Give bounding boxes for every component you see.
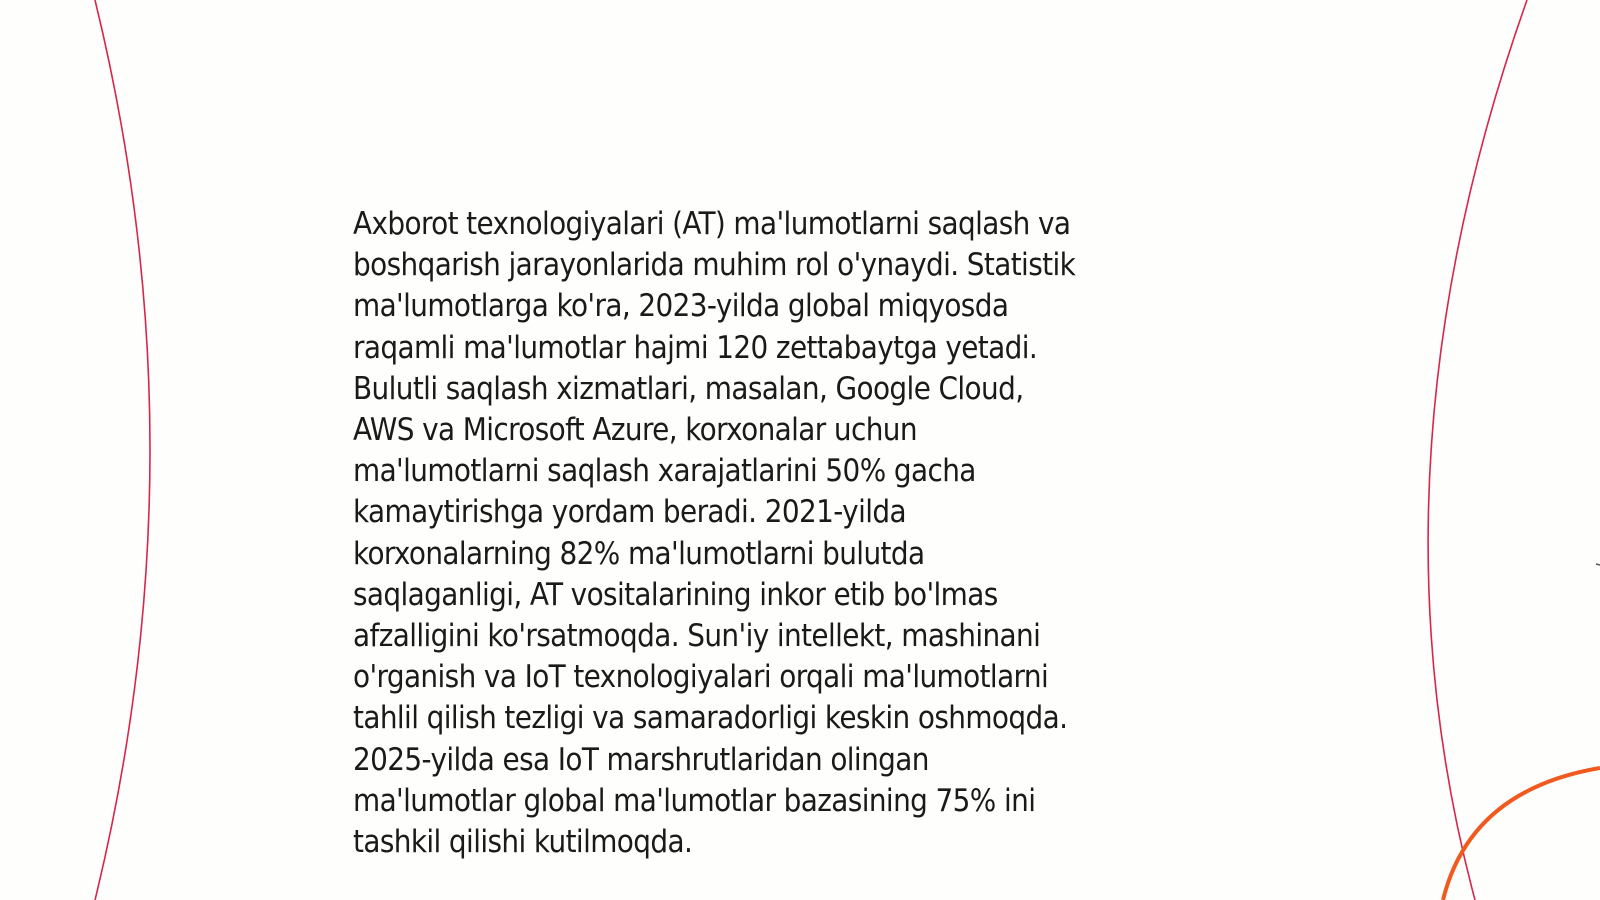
paragraph-line: afzalligini ko'rsatmoqda. Sun'iy intellekt, mashinani xyxy=(353,618,1041,655)
paragraph-line: tahlil qilish tezligi va samaradorligi keskin oshmoqda. xyxy=(353,700,1068,737)
paragraph-line: ma'lumotlar global ma'lumotlar bazasining 75% ini xyxy=(353,782,1036,819)
paragraph-line: 2025-yilda esa IoT marshrutlaridan olingan xyxy=(353,741,929,778)
paragraph-line: saqlaganligi, AT vositalarining inkor etib bo'lmas xyxy=(353,576,998,613)
right-arc-decoration xyxy=(1428,0,1527,900)
paragraph-line: korxonalarning 82% ma'lumotlarni bulutda xyxy=(353,535,925,572)
left-arc-decoration xyxy=(95,0,150,900)
paragraph-line: Bulutli saqlash xizmatlari, masalan, Google Cloud, xyxy=(353,370,1024,407)
paragraph-line: kamaytirishga yordam beradi. 2021-yilda xyxy=(353,494,906,531)
paragraph-line: o'rganish va IoT texnologiyalari orqali ma'lumotlarni xyxy=(353,659,1049,696)
small-tick-mark xyxy=(1596,564,1600,565)
paragraph-line: ma'lumotlarga ko'ra, 2023-yilda global miqyosda xyxy=(353,288,1009,325)
paragraph-line: tashkil qilishi kutilmoqda. xyxy=(353,824,693,861)
paragraph-line: AWS va Microsoft Azure, korxonalar uchun xyxy=(353,412,917,449)
orange-circle-arc-decoration xyxy=(1443,768,1600,900)
body-paragraph xyxy=(353,204,1253,863)
paragraph-line: raqamli ma'lumotlar hajmi 120 zettabaytga yetadi. xyxy=(353,329,1038,366)
paragraph-line: Axborot texnologiyalari (AT) ma'lumotlarni saqlash va xyxy=(353,206,1071,242)
paragraph-line: ma'lumotlarni saqlash xarajatlarini 50% gacha xyxy=(353,453,976,490)
paragraph-line: boshqarish jarayonlarida muhim rol o'ynaydi. Statistik xyxy=(353,247,1076,284)
